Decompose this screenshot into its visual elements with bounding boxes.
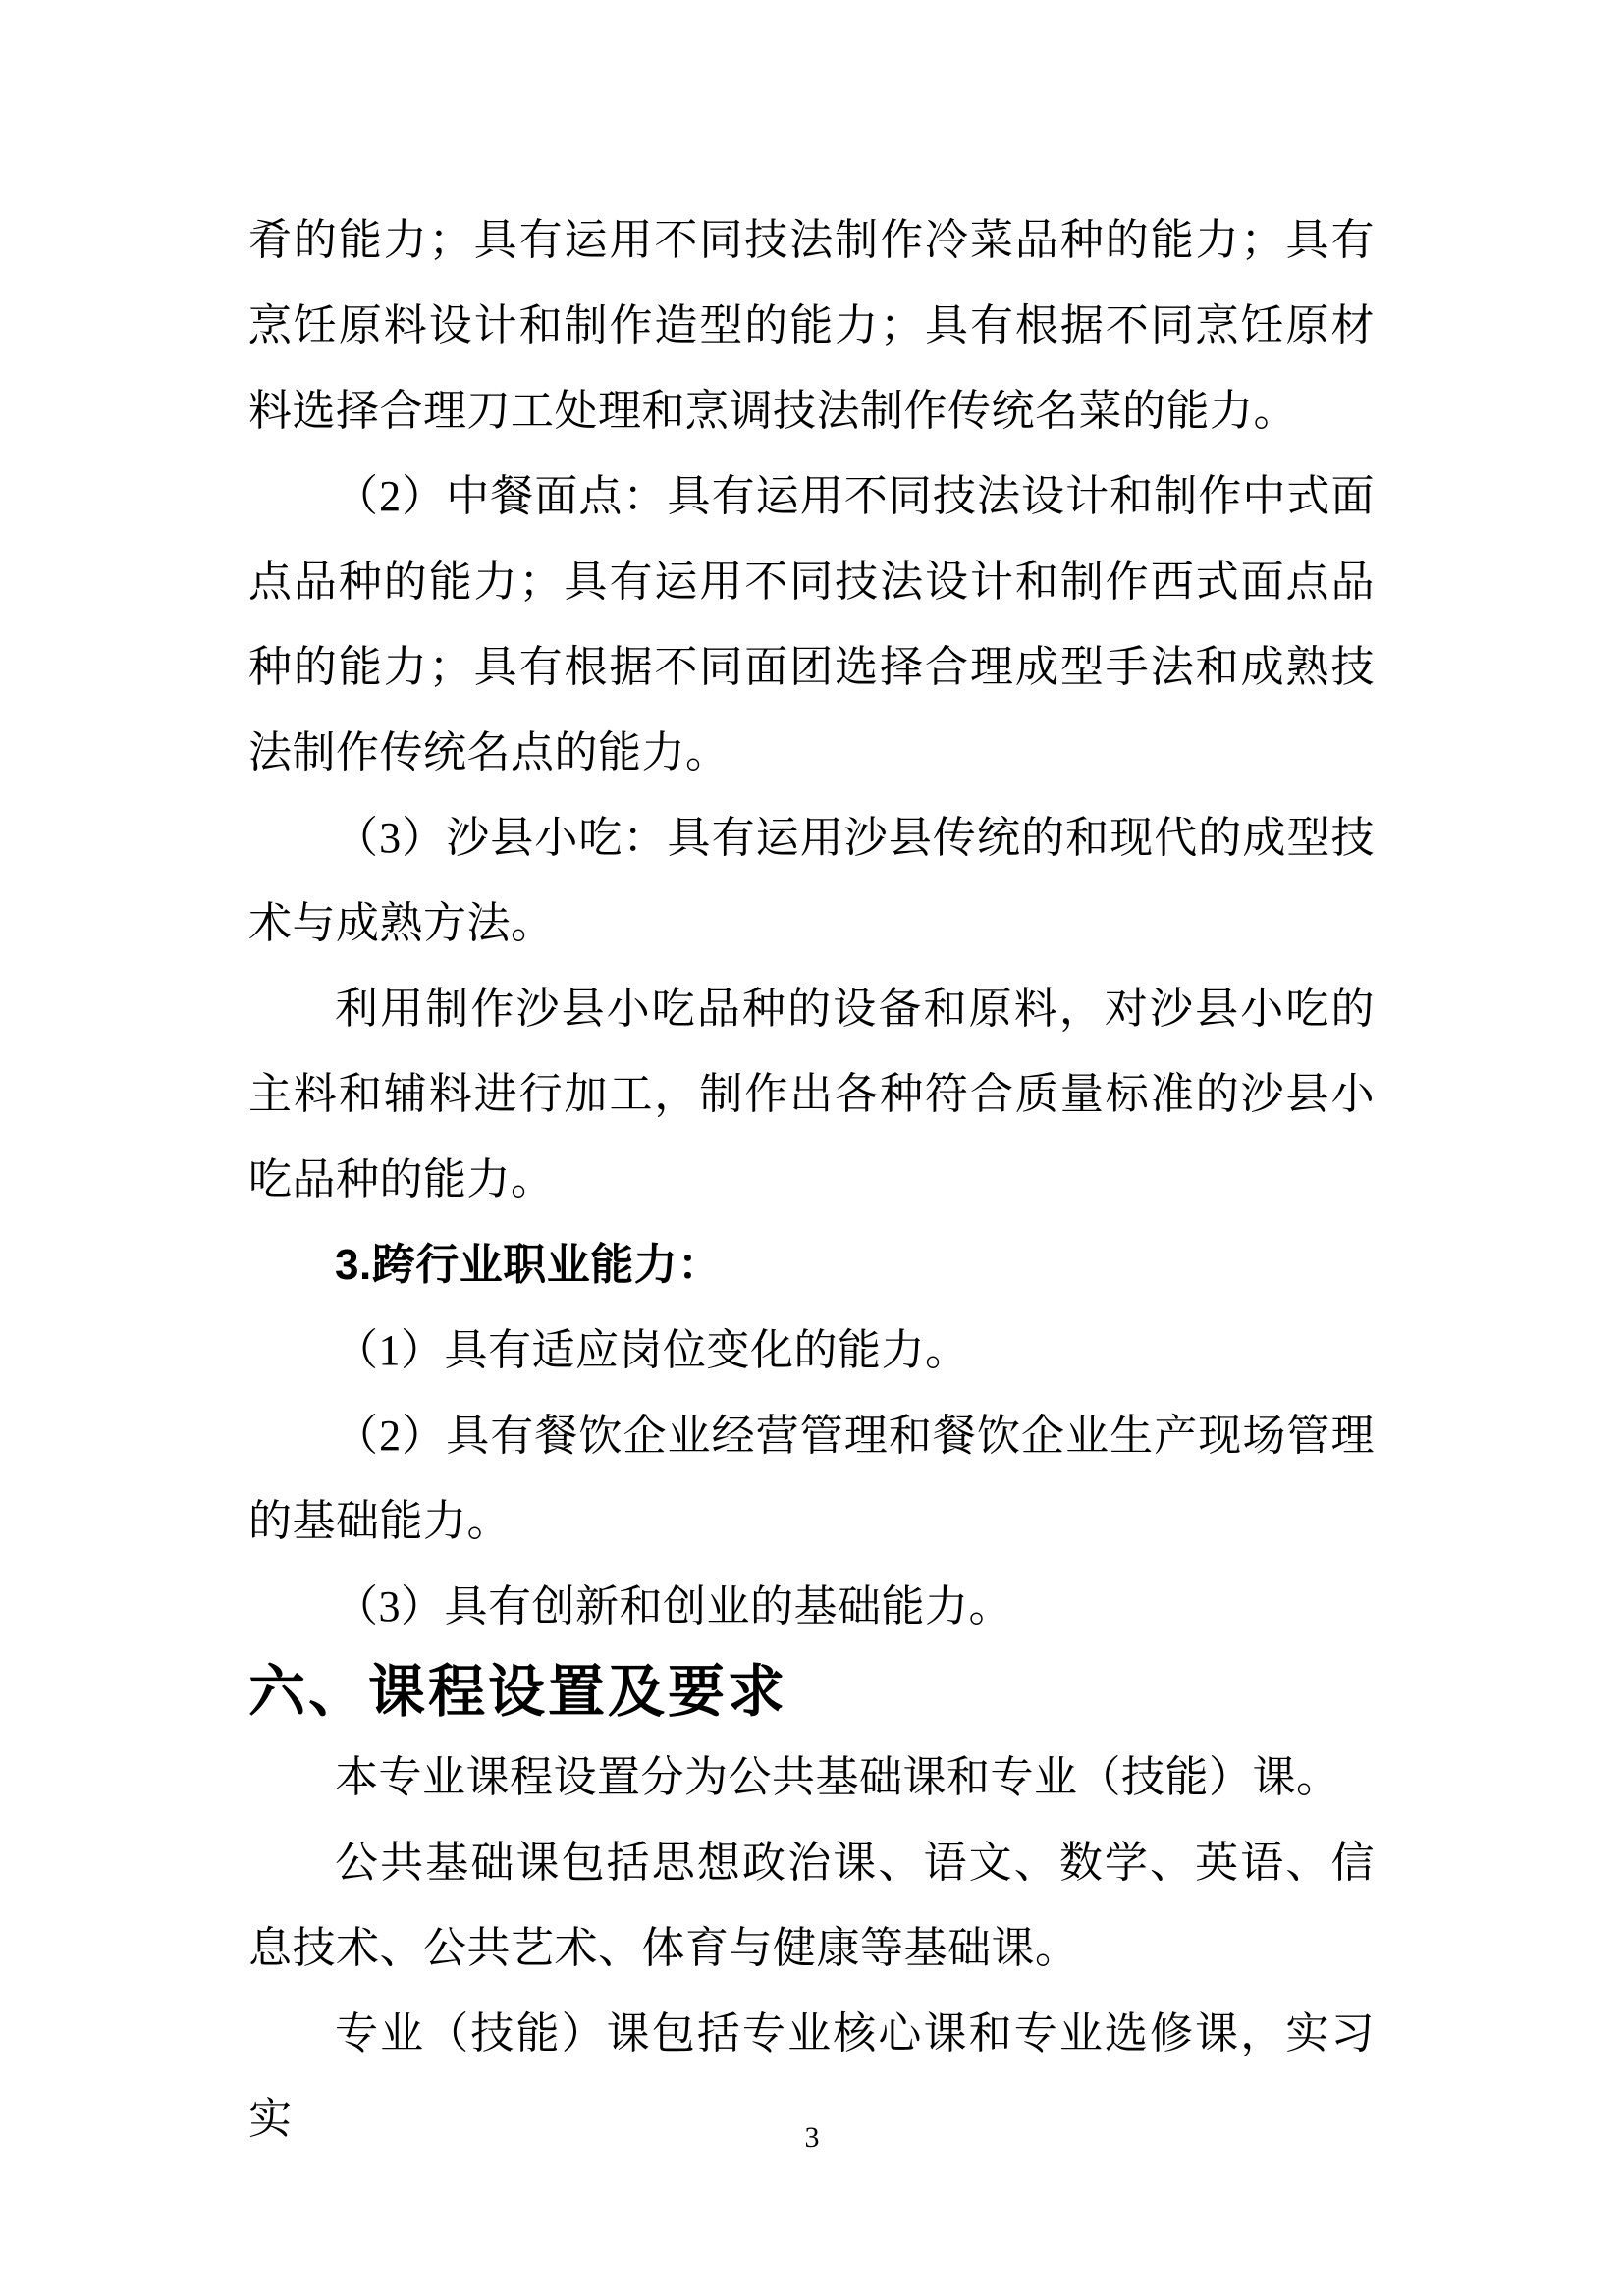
body-paragraph: 本专业课程设置分为公共基础课和专业（技能）课。 [335,1753,1340,1801]
body-paragraph: （2）中餐面点：具有运用不同技法设计和制作中式面点品种的能力；具有运用不同技法设计和制作西式面点品种的能力；具有根据不同面团选择合理成型手法和成熟技法制作传统名点的能力。 [248,472,1375,776]
body-paragraph: 公共基础课包括思想政治课、语文、数学、英语、信息技术、公共艺术、体育与健康等基础课。 [248,1839,1375,1972]
subsection-heading: 3.跨行业职业能力： [335,1241,722,1289]
body-paragraph: （3）沙县小吃：具有运用沙县传统的和现代的成型技术与成熟方法。 [248,814,1375,947]
body-paragraph: 利用制作沙县小吃品种的设备和原料，对沙县小吃的主料和辅料进行加工，制作出各种符合质量标准的沙县小吃品种的能力。 [248,985,1375,1203]
body-paragraph-continuation: 肴的能力；具有运用不同技法制作冷菜品种的能力；具有烹饪原料设计和制作造型的能力；具有根据不同烹饪原材料选择合理刀工处理和烹调技法制作传统名菜的能力。 [248,216,1375,435]
body-paragraph: 专业（技能）课包括专业核心课和专业选修课，实习实 [248,2009,1375,2143]
document-body [248,197,1375,2162]
body-paragraph: （3）具有创新和创业的基础能力。 [335,1582,1012,1630]
body-paragraph: （2）具有餐饮企业经营管理和餐饮企业生产现场管理的基础能力。 [248,1412,1375,1545]
body-paragraph: （1）具有适应岗位变化的能力。 [335,1326,969,1374]
section-heading: 六、课程设置及要求 [248,1660,788,1724]
page-number: 3 [804,2121,820,2154]
